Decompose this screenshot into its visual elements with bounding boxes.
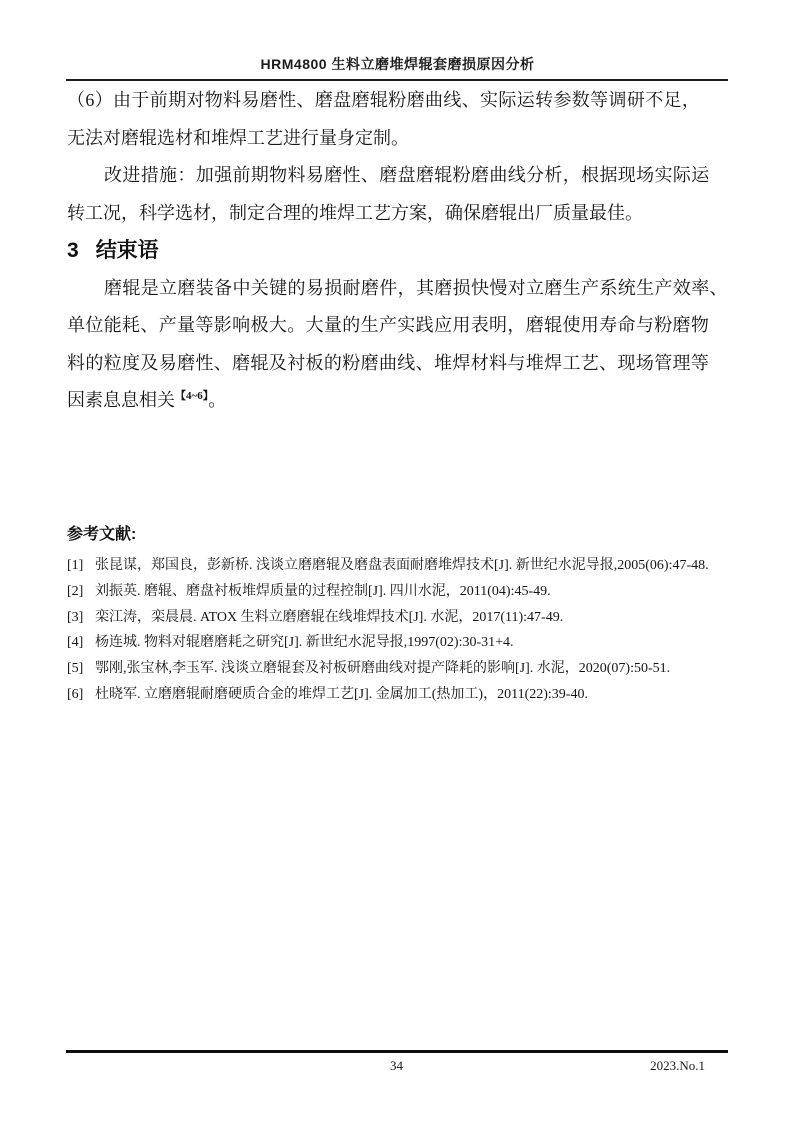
closing-period: 。	[208, 390, 227, 410]
reference-text: 杜晓军. 立磨磨辊耐磨硬质合金的堆焊工艺[J]. 金属加工(热加工)，2011(22):39-40.	[95, 686, 588, 702]
reference-text: 栾江涛，栾晨晨. ATOX 生料立磨磨辊在线堆焊技术[J]. 水泥，2017(11):47-49.	[95, 609, 564, 625]
section-heading	[67, 232, 728, 270]
references-heading: 参考文献:	[67, 526, 137, 543]
paragraph	[67, 82, 728, 157]
citation-superscript: 【4~6】	[175, 390, 209, 402]
reference-item	[67, 682, 767, 708]
references-section	[67, 522, 767, 708]
reference-number: [4]	[67, 635, 84, 651]
reference-number: [6]	[67, 686, 84, 702]
paragraph-line	[67, 390, 226, 410]
page-body	[67, 82, 728, 420]
conclusion-paragraph	[67, 270, 728, 420]
header-rule	[66, 79, 728, 81]
section-number: 3	[67, 239, 79, 262]
running-header	[67, 54, 728, 74]
reference-item	[67, 605, 767, 631]
paragraph-line: 转工况，科学选材，制定合理的堆焊工艺方案，确保磨辊出厂质量最佳。	[67, 202, 643, 223]
reference-number: [3]	[67, 609, 84, 625]
section-title: 结束语	[95, 239, 159, 262]
page-number: 34	[390, 1058, 403, 1073]
reference-item	[67, 630, 767, 656]
reference-item	[67, 553, 767, 579]
reference-text: 刘振英. 磨辊、磨盘衬板堆焊质量的过程控制[J]. 四川水泥，2011(04):45-49.	[95, 583, 551, 599]
paragraph-line: （6）由于前期对物料易磨性、磨盘磨辊粉磨曲线、实际运转参数等调研不足，	[67, 90, 701, 110]
paragraph-line: 无法对磨辊选材和堆焊工艺进行量身定制。	[67, 127, 409, 148]
paragraph-text: 因素息息相关	[67, 390, 175, 410]
paragraph-line: 改进措施：加强前期物料易磨性、磨盘磨辊粉磨曲线分析，根据现场实际运	[104, 165, 710, 185]
reference-number: [2]	[67, 583, 84, 599]
reference-number: [5]	[67, 661, 84, 677]
paragraph-line: 磨辊是立磨装备中关键的易损耐磨件，其磨损快慢对立磨生产系统生产效率、	[104, 277, 728, 298]
paragraph-line: 单位能耗、产量等影响极大。大量的生产实践应用表明，磨辊使用寿命与粉磨物	[67, 315, 710, 335]
running-title: HRM4800 生料立磨堆焊辊套磨损原因分析	[260, 56, 535, 72]
reference-item	[67, 579, 767, 605]
footer-rule	[66, 1050, 728, 1053]
issue-label: 2023.No.1	[650, 1058, 705, 1073]
reference-text: 张昆谋，郑国良，彭新桥. 浅谈立磨磨辊及磨盘表面耐磨堆焊技术[J]. 新世纪水泥导报,2005(06):47-48.	[95, 558, 709, 573]
paragraph	[67, 157, 728, 232]
reference-text: 鄂刚,张宝林,李玉军. 浅谈立磨辊套及衬板研磨曲线对提产降耗的影响[J]. 水泥，2020(07):50-51.	[95, 661, 671, 677]
reference-number: [1]	[67, 558, 84, 573]
reference-text: 杨连城. 物料对辊磨磨耗之研究[J]. 新世纪水泥导报,1997(02):30-31+4.	[95, 635, 514, 651]
paragraph-line: 料的粒度及易磨性、磨辊及衬板的粉磨曲线、堆焊材料与堆焊工艺、现场管理等	[67, 352, 710, 373]
reference-item	[67, 656, 767, 682]
